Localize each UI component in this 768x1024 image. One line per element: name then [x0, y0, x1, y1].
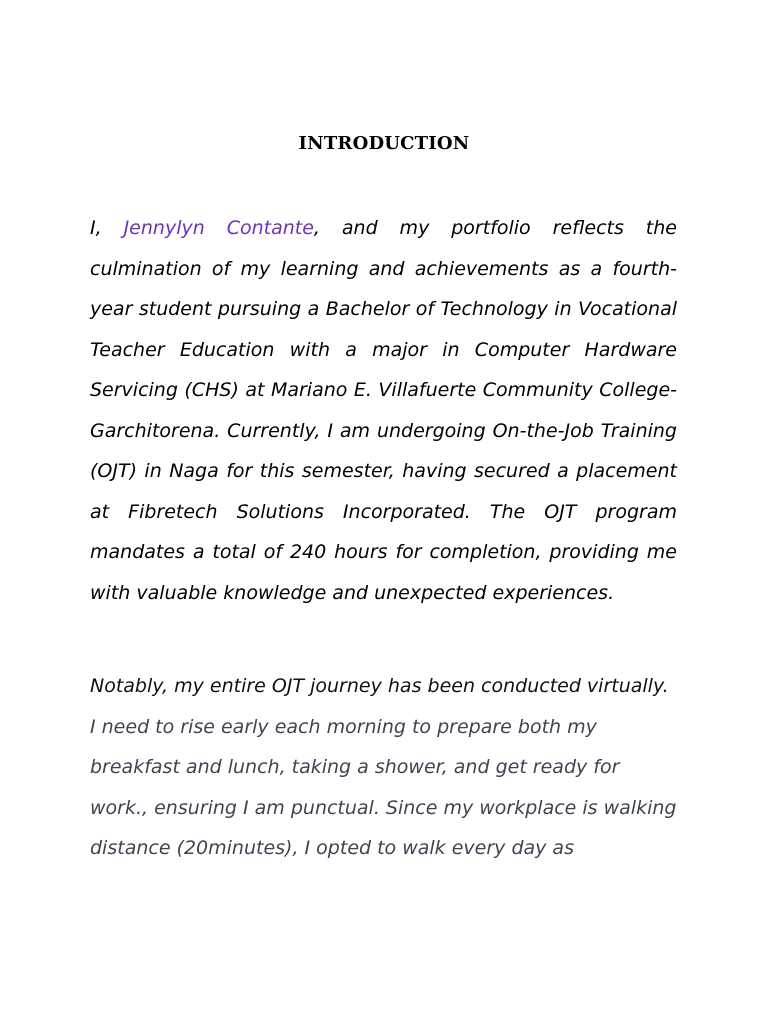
paragraph2-part2: I need to rise early each morning to prepare both my breakfast and lunch, taking a shower, and get ready for work., ensuring I am punctual. Since my workplace is walking distance (20minutes), I opted to walk every day as [90, 715, 677, 859]
intro-paragraph [90, 208, 677, 613]
page-title: INTRODUCTION [298, 133, 470, 154]
paragraph1-lead: I, [90, 217, 124, 239]
paragraph2-part1: Notably, my entire OJT journey has been conducted virtually. [90, 675, 669, 697]
paragraph1-body: , and my portfolio reflects the culmination of my learning and achievements as a fourth-year student pursuing a Bachelor of Technology in Vocational Teacher Education with a major in Computer Hardware Servicing (CHS) at Mariano E. Villafuerte Community College-Garchitorena. Currently, I am undergoing On-the-Job Training (OJT) in Naga for this semester, having secured a placement at Fibretech Solutions Incorporated. The OJT program mandates a total of 240 hours for completion, providing me with valuable knowledge and unexpected experiences. [90, 217, 677, 604]
journey-paragraph [90, 666, 677, 869]
author-name: Jennylyn Contante [123, 217, 314, 239]
